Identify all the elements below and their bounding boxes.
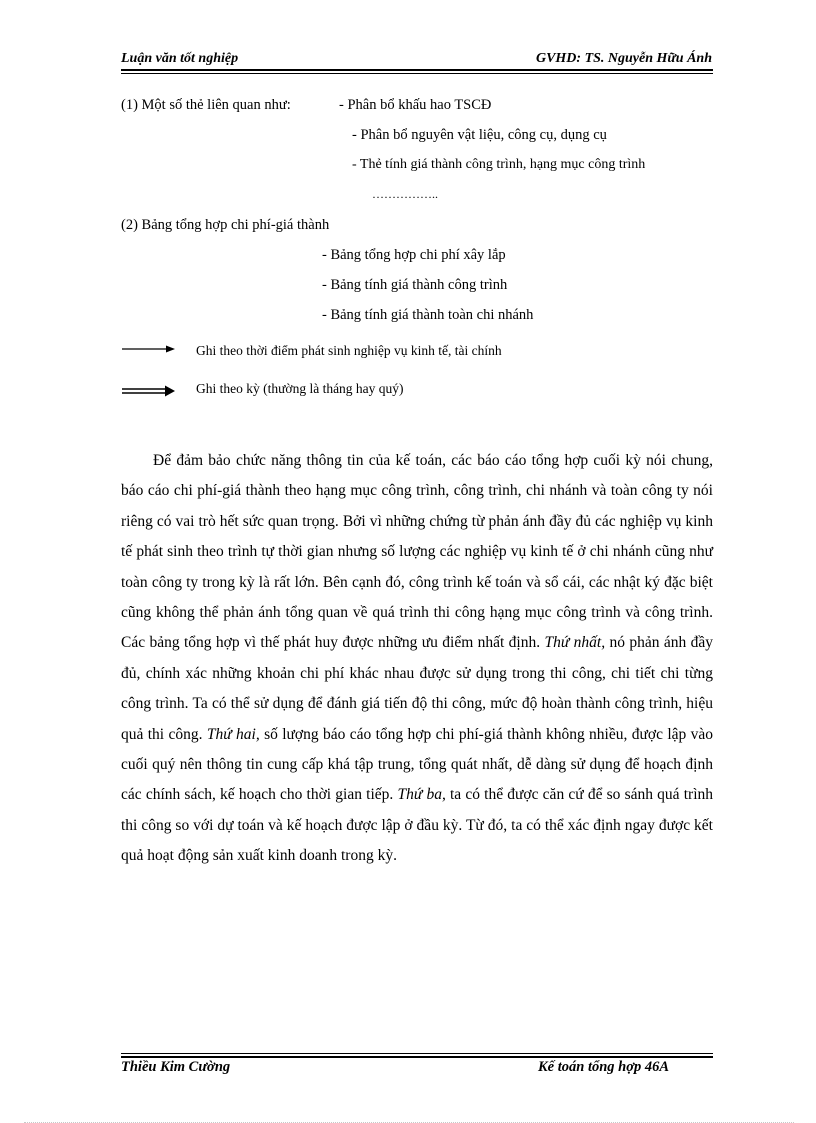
note2-intro: (2) Bảng tổng hợp chi phí-giá thành [121, 217, 330, 233]
body-text-part3: số lượng báo cáo tổng hợp chi phí-giá thành không nhiều, được lập vào cuối quý nên thông tin cung cấp khá tập trung, tổng quát nhất, dễ dàng sử dụng để hoạch định các chính sách, kế hoạch cho thời gian tiếp. [121, 725, 713, 804]
note1-item-1: - Phân bổ khấu hao TSCĐ [339, 97, 492, 113]
footer-author: Thiều Kim Cường [121, 1059, 231, 1075]
page-header [121, 51, 712, 71]
note1-item-3: - Thẻ tính giá thành công trình, hạng mục công trình [352, 157, 646, 172]
body-emphasis-first: Thứ nhất, [544, 634, 606, 652]
body-text-part2: nó phản ánh đầy đủ, chính xác những khoản chi phí khác nhau được sử dụng trong thi công, chi tiết chi từng công trình. Ta có thể sử dụng để đánh giá tiến độ thi công, mức độ hoàn thành công trình, hiệu quả thi công. [121, 634, 713, 743]
note1-intro: (1) Một số thẻ liên quan như: [121, 97, 291, 113]
note2-item-3: - Bảng tính giá thành toàn chi nhánh [322, 307, 534, 323]
body-text-part1: Để đảm bảo chức năng thông tin của kế toán, các báo cáo tổng hợp cuối kỳ nói chung, báo cáo chi phí-giá thành theo hạng mục công trình, công trình, chi nhánh và toàn công ty nói riêng có vai trò hết sức quan trọng. Bởi vì những chứng từ phản ánh đầy đủ các nghiệp vụ kinh tế phát sinh theo trình tự thời gian nhưng số lượng các nghiệp vụ kinh tế ở chi nhánh cũng như toàn công ty trong kỳ là rất lớn. Bên cạnh đó, công trình kế toán và sổ cái, các nhật ký đặc biệt cũng không thể phản ánh tổng quan về quá trình thi công hạng mục công trình và công trình. Các bảng tổng hợp vì thế phát huy được những ưu điểm nhất định. [121, 452, 713, 652]
header-rule-thin [121, 73, 713, 74]
note2-item-1: - Bảng tổng hợp chi phí xây lắp [322, 247, 506, 263]
single-arrow-icon [122, 343, 176, 355]
note2-item-2: - Bảng tính giá thành công trình [322, 277, 508, 293]
note1-item-2: - Phân bổ nguyên vật liệu, công cụ, dụng cụ [352, 127, 607, 143]
legend-double-arrow-label: Ghi theo kỳ (thường là tháng hay quý) [196, 381, 404, 396]
double-arrow-icon [122, 384, 176, 398]
header-advisor: GVHD: TS. Nguyễn Hữu Ánh [535, 51, 712, 66]
page-footer [121, 1059, 712, 1079]
note1-ellipsis: …………….. [372, 187, 438, 201]
footer-rule-thick [121, 1056, 713, 1058]
body-text [121, 446, 713, 872]
body-paragraph [121, 446, 713, 872]
legend-single-arrow-label: Ghi theo thời điểm phát sinh nghiệp vụ kinh tế, tài chính [196, 343, 502, 358]
footer-rule-thin [121, 1053, 713, 1054]
body-emphasis-second: Thứ hai, [206, 725, 260, 743]
header-thesis-title: Luận văn tốt nghiệp [121, 51, 239, 66]
body-text-part4: ta có thể được căn cứ để so sánh quá trình thi công so với dự toán và kế hoạch được lập ở đầu kỳ. Từ đó, ta có thể xác định ngay được kết quả hoạt động sản xuất kinh doanh trong kỳ. [121, 786, 713, 865]
footer-class: Kế toán tổng hợp 46A [538, 1059, 670, 1075]
header-rule-thick [121, 69, 713, 71]
body-emphasis-third: Thứ ba, [397, 786, 446, 804]
